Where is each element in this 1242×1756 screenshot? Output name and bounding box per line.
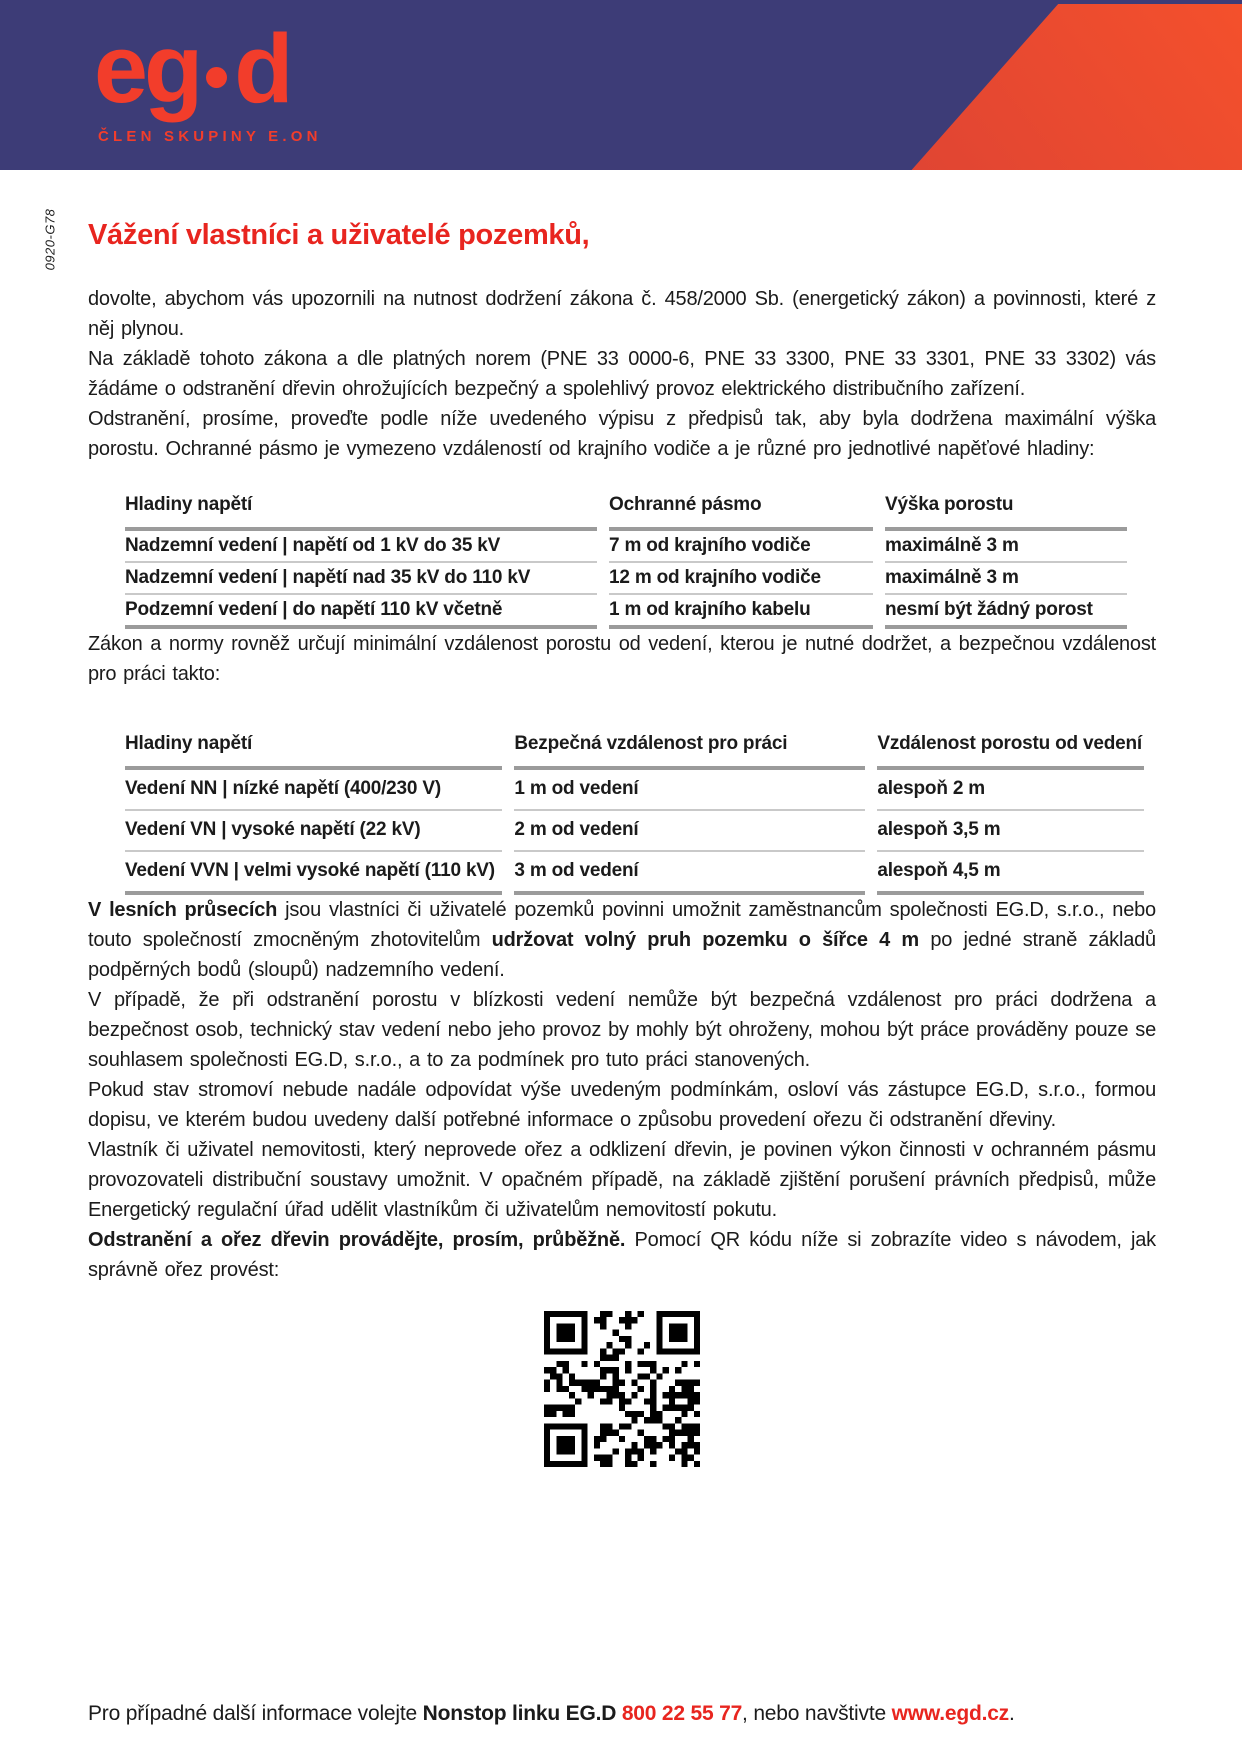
bold-text: V lesních průsecích xyxy=(88,899,278,921)
footer-note xyxy=(88,1700,1156,1728)
header-band xyxy=(0,0,1242,170)
intro-section xyxy=(88,284,1156,464)
intro-paragraph-2: Na základě tohoto zákona a dle platných norem (PNE 33 0000-6, PNE 33 3300, PNE 33 3301, PNE 33 3302) vás žádáme o odstranění dřevin ohrožujících bezpečný a spolehlivý provoz elektrického distribučního zařízení. xyxy=(88,348,1156,400)
table-header-row xyxy=(125,490,1127,531)
paragraph-orez xyxy=(88,1225,1156,1285)
table-cell: 3 m od vedení xyxy=(514,852,865,895)
table-cell: Nadzemní vedení | napětí od 1 kV do 35 kV xyxy=(125,531,597,563)
hotline-label: Nonstop linku EG.D xyxy=(422,1702,622,1725)
table-cell: 1 m od krajního kabelu xyxy=(609,595,873,629)
bold-text: udržovat volný pruh pozemku o šířce 4 m xyxy=(491,929,919,951)
header-tagline: ČLEN SKUPINY E.ON xyxy=(98,128,322,145)
intro-paragraph-3: Odstranění, prosíme, proveďte podle níže uvedeného výpisu z předpisů tak, aby byla dodržena maximální výška porostu. Ochranné pásmo je vymezeno vzdáleností od krajního vodiče a je různé pro jednotlivé napěťové hladiny: xyxy=(88,408,1156,460)
paragraph-lesni xyxy=(88,895,1156,985)
table-cell: nesmí být žádný porost xyxy=(885,595,1127,629)
logo-text-left: eg xyxy=(94,14,200,123)
table-cell: maximálně 3 m xyxy=(885,563,1127,595)
table-row xyxy=(125,811,1144,852)
table-cell: alespoň 2 m xyxy=(877,770,1144,811)
text: Pomocí QR kódu níže si zobrazíte video s návodem, jak správně ořez provést: xyxy=(88,1229,1156,1281)
page-title: Vážení vlastníci a uživatelé pozemků, xyxy=(88,219,590,251)
table-cell: Vedení NN | nízké napětí (400/230 V) xyxy=(125,770,502,811)
column-header: Ochranné pásmo xyxy=(609,490,873,531)
egd-logo xyxy=(94,14,290,123)
paragraph-pripade: V případě, že při odstranění porostu v blízkosti vedení nemůže být bezpečná vzdálenost pro práci dodržena a bezpečnost osob, technický stav vedení nebo jeho provoz by mohly být ohroženy, mohou být práce prováděny pouze se souhlasem společnosti EG.D, s.r.o., a to za podmínek pro tuto práci stanovených. xyxy=(88,989,1156,1071)
table-row xyxy=(125,563,1127,595)
bold-text: Odstranění a ořez dřevin provádějte, prosím, průběžně. xyxy=(88,1229,626,1251)
table-cell: 12 m od krajního vodiče xyxy=(609,563,873,595)
table-cell: Nadzemní vedení | napětí nad 35 kV do 110 kV xyxy=(125,563,597,595)
intro-paragraph-1: dovolte, abychom vás upozornili na nutnost dodržení zákona č. 458/2000 Sb. (energetický zákon) a povinnosti, které z něj plynou. xyxy=(88,288,1156,340)
table-row xyxy=(125,595,1127,629)
column-header: Bezpečná vzdálenost pro práci xyxy=(514,729,865,770)
column-header: Výška porostu xyxy=(885,490,1127,531)
qr-code-container xyxy=(88,1311,1156,1472)
table-row xyxy=(125,852,1144,895)
table-row xyxy=(125,770,1144,811)
letter-body xyxy=(0,218,1242,1725)
table-cell: Vedení VN | vysoké napětí (22 kV) xyxy=(125,811,502,852)
table-cell: 7 m od krajního vodiče xyxy=(609,531,873,563)
text: Pro případné další informace volejte xyxy=(88,1702,423,1725)
logo-text-right: d xyxy=(234,14,290,123)
logo-dot-icon xyxy=(206,67,227,88)
text: , nebo navštivte xyxy=(742,1702,892,1725)
column-header: Vzdálenost porostu od vedení xyxy=(877,729,1144,770)
phone-number: 800 22 55 77 xyxy=(621,1702,743,1725)
table-cell: Vedení VVN | velmi vysoké napětí (110 kV) xyxy=(125,852,502,895)
table-cell: 2 m od vedení xyxy=(514,811,865,852)
table-cell: 1 m od vedení xyxy=(514,770,865,811)
text: jsou vlastníci či uživatelé pozemků povinni umožnit zaměstnancům společnosti EG.D, s.r.o., nebo touto společností zmocněným zhotovitelům xyxy=(88,899,1156,951)
protection-zone-table xyxy=(113,490,1139,629)
table-row xyxy=(125,531,1127,563)
table-header-row xyxy=(125,729,1144,770)
paragraph-pokud: Pokud stav stromoví nebude nadále odpovídat výše uvedeným podmínkám, osloví vás zástupce EG.D, s.r.o., formou dopisu, ve kterém budou uvedeny další potřebné informace o způsobu provedení ořezu či odstranění dřeviny. xyxy=(88,1079,1156,1131)
qr-code xyxy=(544,1311,700,1467)
column-header: Hladiny napětí xyxy=(125,729,502,770)
safe-distance-table xyxy=(113,729,1156,895)
table-cell: alespoň 3,5 m xyxy=(877,811,1144,852)
text: . xyxy=(1009,1702,1015,1725)
table-cell: alespoň 4,5 m xyxy=(877,852,1144,895)
column-header: Hladiny napětí xyxy=(125,490,597,531)
website-link: www.egd.cz xyxy=(891,1702,1009,1725)
table-cell: Podzemní vedení | do napětí 110 kV včetně xyxy=(125,595,597,629)
form-code-vertical: 0920-G78 xyxy=(42,208,58,271)
paragraph-vlastnik: Vlastník či uživatel nemovitosti, který neprovede ořez a odklizení dřevin, je povinen výkon činnosti v ochranném pásmu provozovateli distribuční soustavy umožnit. V opačném případě, na základě zjištění porušení právních předpisů, může Energetický regulační úřad udělit vlastníkům či uživatelům nemovitostí pokutu. xyxy=(88,1139,1156,1221)
paragraph-zakon: Zákon a normy rovněž určují minimální vzdálenost porostu od vedení, kterou je nutné dodržet, a bezpečnou vzdálenost pro práci takto: xyxy=(88,633,1156,685)
table-cell: maximálně 3 m xyxy=(885,531,1127,563)
text: po jedné straně základů podpěrných bodů (sloupů) nadzemního vedení. xyxy=(88,929,1156,981)
